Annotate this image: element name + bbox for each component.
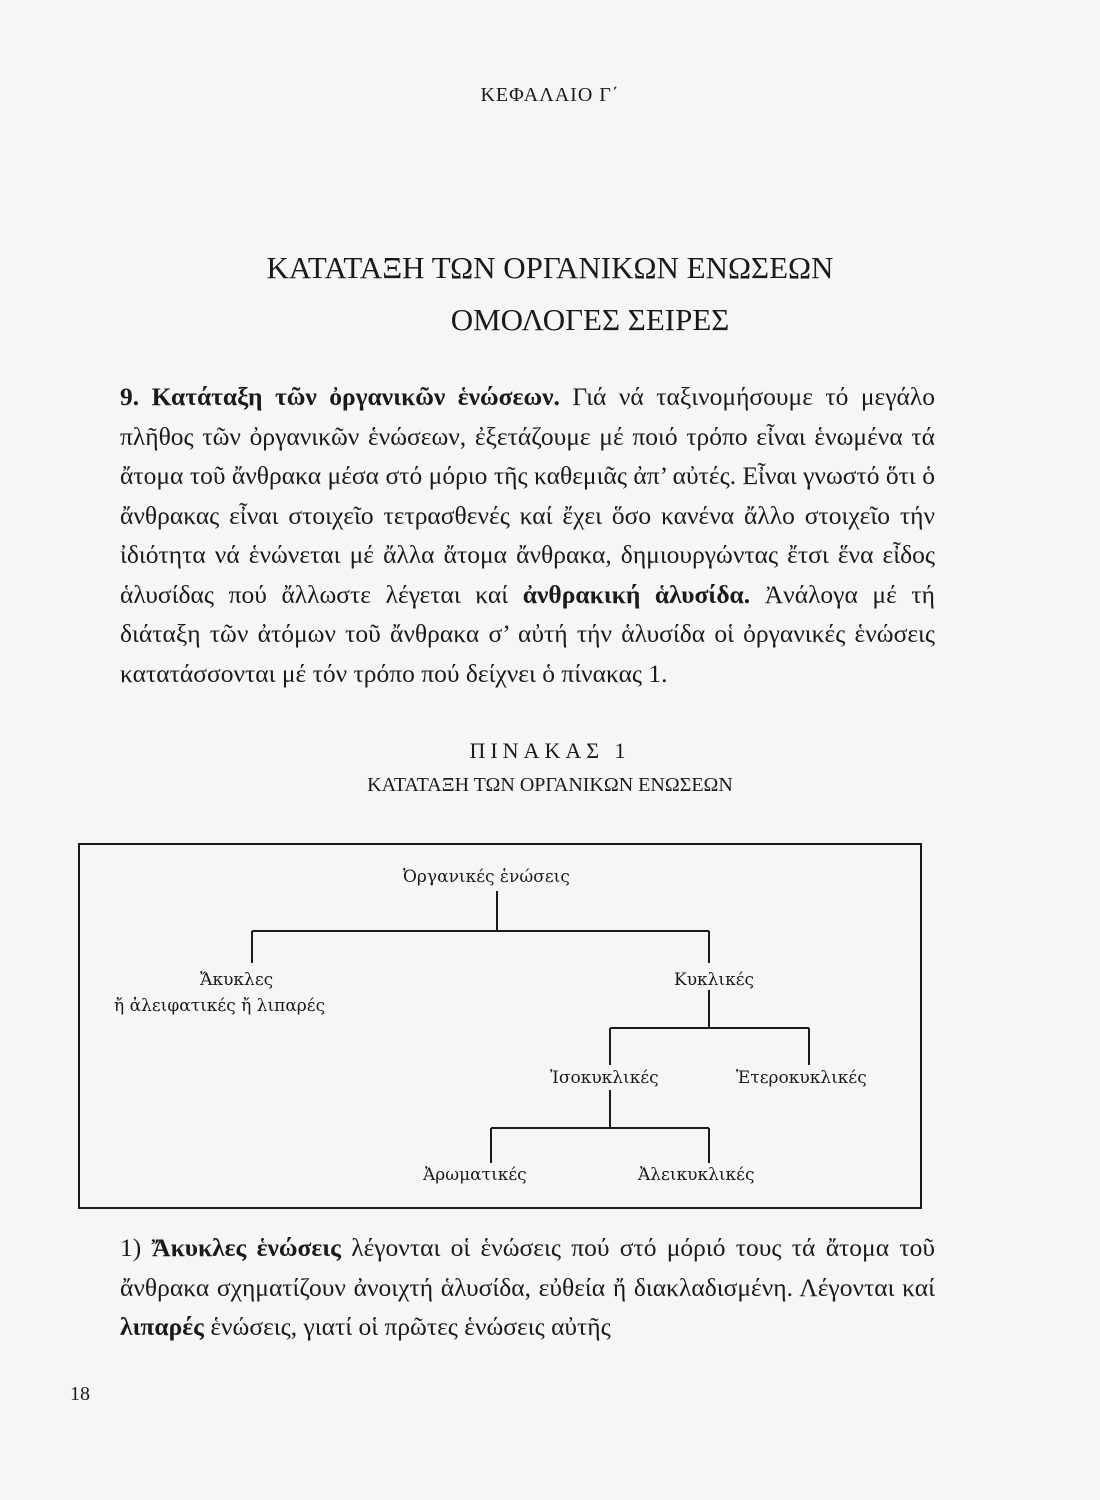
table-subtitle: ΚΑΤΑΤΑΞΗ ΤΩΝ ΟΡΓΑΝΙΚΩΝ ΕΝΩΣΕΩΝ [367, 774, 733, 796]
page-number: 18 [70, 1383, 90, 1405]
term-fatty: λιπαρές [120, 1312, 204, 1341]
classification-diagram [78, 843, 922, 1209]
chapter-heading: ΚΕΦΑΛΑΙΟ Γ΄ [480, 84, 620, 106]
table-caption: ΠΙΝΑΚΑΣ 1 [469, 738, 631, 763]
paragraph-text: Γιά νά ταξινομήσουμε τό μεγάλο πλῆθος τῶν ὀργανικῶν ἑνώσεων, ἐξετάζουμε μέ ποιό τρόπο εἶναι ἑνωμένα τά ἄτομα τοῦ ἄνθρακα μέσα στό μόριο τῆς καθεμιᾶς ἀπ’ αὐτές. Εἶναι γνωστό ὅτι ὁ ἄνθρακας εἶναι στοιχεῖο τετρασθενές καί ἔχει ὅσο κανένα ἄλλο στοιχεῖο τήν ἰδιότητα νά ἑνώνεται μέ ἄλλα ἄτομα ἄνθρακα, δημιουργώντας ἔτσι ἕνα εἶδος ἁλυσίδας πού ἄλλωστε λέγεται καί [120, 382, 935, 609]
node-aliphatic-fatty: ἤ ἀλειφατικές ἤ λιπαρές [114, 996, 326, 1016]
main-title: ΚΑΤΑΤΑΞΗ ΤΩΝ ΟΡΓΑΝΙΚΩΝ ΕΝΩΣΕΩΝ [266, 250, 834, 285]
node-isocyclic: Ἰσοκυκλικές [550, 1068, 659, 1088]
node-alicyclic: Ἀλεικυκλικές [638, 1165, 755, 1185]
section-heading: 9. Κατάταξη τῶν ὀργανικῶν ἑνώσεων. [120, 382, 560, 411]
node-aromatic: Ἀρωματικές [423, 1165, 527, 1185]
node-cyclic: Κυκλικές [674, 970, 755, 990]
diagram-lines [80, 845, 924, 1211]
node-acyclic: Ἄκυκλες [200, 970, 274, 990]
paragraph-text: Ἀνάλογα μέ τή διάταξη τῶν ἀτόμων τοῦ ἄνθρακα σ’ αὐτή τήν ἁλυσίδα οἱ ὀργανικές ἑνώσεις κατατάσσονται μέ τόν τρόπο πού δείχνει ὁ πίνακας 1. [120, 579, 935, 688]
term-acyclic-compounds: Ἄκυκλες ἑνώσεις [151, 1233, 341, 1262]
list-number: 1) [120, 1233, 152, 1262]
sub-title: ΟΜΟΛΟΓΕΣ ΣΕΙΡΕΣ [450, 302, 730, 337]
paragraph-text: λέγονται οἱ ἑνώσεις πού στό μόριό τους τά ἄτομα τοῦ ἄνθρακα σχηματίζουν ἀνοιχτή ἁλυσίδα, εὐθεία ἤ διακλαδισμένη. Λέγονται καί [120, 1233, 935, 1302]
node-heterocyclic: Ἑτεροκυκλικές [736, 1068, 867, 1088]
node-organic-compounds: Ὀργανικές ἑνώσεις [403, 867, 570, 887]
term-carbon-chain: ἀνθρακική ἁλυσίδα. [522, 579, 751, 609]
paragraph-text: ἑνώσεις, γιατί οἱ πρῶτες ἑνώσεις αὐτῆς [203, 1312, 611, 1341]
paragraph-acyclic-compounds [120, 1228, 935, 1347]
paragraph-classification [120, 377, 935, 693]
